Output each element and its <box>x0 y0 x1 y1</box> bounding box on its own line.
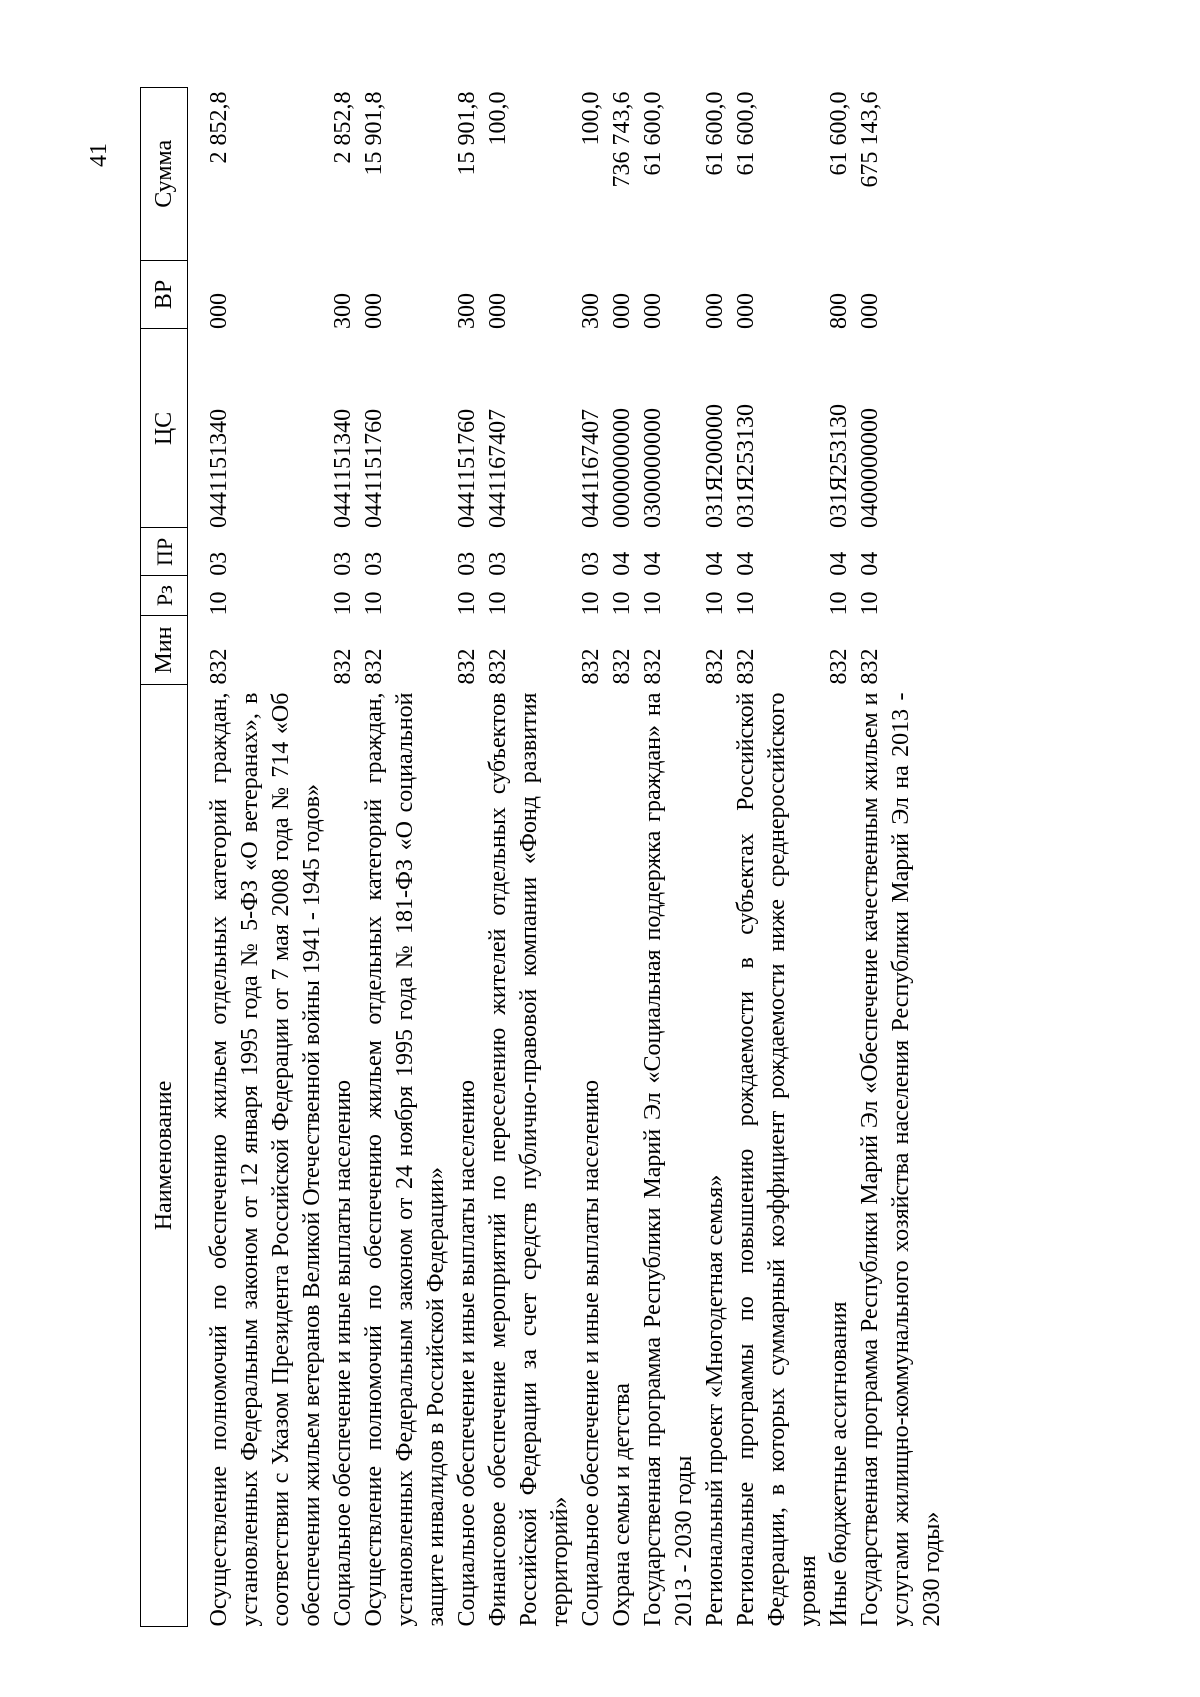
row-vr: 000 <box>702 293 728 329</box>
row-rz: 10 <box>206 591 232 616</box>
row-sum: 675 143,6 <box>857 91 883 188</box>
row-sum: 2 852,8 <box>206 91 232 164</box>
row-sum: 736 743,6 <box>609 91 635 188</box>
table-row <box>855 88 948 1627</box>
row-min: 832 <box>330 648 356 685</box>
table-row <box>607 88 638 1627</box>
row-pr: 04 <box>609 551 635 576</box>
table-row <box>204 88 328 1627</box>
row-rz: 10 <box>454 591 480 616</box>
table-row <box>359 88 452 1627</box>
row-min: 832 <box>454 648 480 685</box>
row-min: 832 <box>485 648 511 685</box>
row-vr: 000 <box>857 293 883 329</box>
header-pr: ПР <box>141 528 188 576</box>
row-cs: 0300000000 <box>640 408 666 528</box>
row-name: Охрана семьи и детства <box>609 1383 635 1627</box>
row-sum: 61 600,0 <box>826 91 852 176</box>
row-cs: 0441167407 <box>485 408 511 528</box>
row-cs: 0441151340 <box>330 408 356 528</box>
row-pr: 04 <box>826 551 852 576</box>
table-row <box>731 88 824 1627</box>
row-pr: 03 <box>361 551 387 576</box>
row-cs: 0000000000 <box>609 408 635 528</box>
row-name: Осуществление полномочий по обеспечению жильем отдельных категорий граждан, установленных Федеральным законом от 24 ноября 1995 года № 181-ФЗ «О социальной защите инвалидов в Российской Федерации» <box>361 692 449 1627</box>
row-min: 832 <box>702 648 728 685</box>
row-min: 832 <box>609 648 635 685</box>
row-pr: 03 <box>330 551 356 576</box>
row-name: Финансовое обеспечение мероприятий по переселению жителей отдельных субъектов Российской Федерации за счет средств публично-правовой компании «Фонд развития территорий» <box>485 692 573 1627</box>
table-header-row <box>141 88 188 1627</box>
row-pr: 03 <box>485 551 511 576</box>
row-sum: 61 600,0 <box>733 91 759 176</box>
header-name: Наименование <box>141 685 188 1627</box>
row-vr: 300 <box>454 293 480 329</box>
table-row <box>638 88 700 1627</box>
row-name: Осуществление полномочий по обеспечению жильем отдельных категорий граждан, установленных Федеральным законом от 12 января 1995 года № 5-ФЗ «О ветеранах», в соответствии с Указом Президента Российской Федерации от 7 мая 2008 года № 714 «Об обеспечении жильем ветеранов Великой Отечественной войны 1941 - 1945 годов» <box>206 692 325 1627</box>
row-cs: 0441167407 <box>578 408 604 528</box>
row-pr: 04 <box>857 551 883 576</box>
row-min: 832 <box>640 648 666 685</box>
row-vr: 000 <box>485 293 511 329</box>
row-vr: 000 <box>733 293 759 329</box>
row-pr: 04 <box>733 551 759 576</box>
table-row <box>576 88 607 1627</box>
row-rz: 10 <box>330 591 356 616</box>
row-sum: 2 852,8 <box>330 91 356 164</box>
row-rz: 10 <box>485 591 511 616</box>
row-pr: 03 <box>454 551 480 576</box>
row-name: Региональные программы по повышению рождаемости в субъектах Российской Федерации, в которых суммарный коэффициент рождаемости ниже среднероссийского уровня <box>733 692 821 1627</box>
row-name: Государственная программа Республики Марий Эл «Социальная поддержка граждан» на 2013 - 2030 годы <box>640 692 697 1627</box>
row-min: 832 <box>857 648 883 685</box>
row-name: Государственная программа Республики Марий Эл «Обеспечение качественным жильем и услугами жилищно-коммунального хозяйства населения Республики Марий Эл на 2013 - 2030 годы» <box>857 692 945 1627</box>
row-rz: 10 <box>578 591 604 616</box>
row-vr: 000 <box>640 293 666 329</box>
header-cs: ЦС <box>141 329 188 528</box>
row-sum: 100,0 <box>578 91 604 146</box>
table-row <box>700 88 731 1627</box>
row-sum: 15 901,8 <box>454 91 480 176</box>
row-min: 832 <box>733 648 759 685</box>
row-sum: 100,0 <box>485 91 511 146</box>
header-min: Мин <box>141 616 188 685</box>
row-min: 832 <box>206 648 232 685</box>
header-sum: Сумма <box>141 88 188 261</box>
row-rz: 10 <box>609 591 635 616</box>
table-spacer <box>188 88 205 1627</box>
table-row <box>483 88 576 1627</box>
row-vr: 300 <box>578 293 604 329</box>
row-vr: 800 <box>826 293 852 329</box>
row-min: 832 <box>826 648 852 685</box>
row-vr: 300 <box>330 293 356 329</box>
row-rz: 10 <box>702 591 728 616</box>
row-min: 832 <box>578 648 604 685</box>
row-sum: 15 901,8 <box>361 91 387 176</box>
row-cs: 031Я200000 <box>702 403 728 528</box>
row-pr: 03 <box>578 551 604 576</box>
row-pr: 04 <box>640 551 666 576</box>
page-number: 41 <box>86 143 112 167</box>
row-name: Социальное обеспечение и иные выплаты населению <box>578 1079 604 1627</box>
row-cs: 0441151340 <box>206 408 232 528</box>
row-min: 832 <box>361 648 387 685</box>
row-cs: 031Я253130 <box>733 403 759 528</box>
row-vr: 000 <box>206 293 232 329</box>
row-rz: 10 <box>826 591 852 616</box>
row-sum: 61 600,0 <box>640 91 666 176</box>
table-row <box>328 88 359 1627</box>
row-pr: 04 <box>702 551 728 576</box>
header-rz: Рз <box>141 576 188 616</box>
row-name: Иные бюджетные ассигнования <box>826 1301 852 1627</box>
row-cs: 0400000000 <box>857 408 883 528</box>
row-name: Социальное обеспечение и иные выплаты населению <box>330 1079 356 1627</box>
table-row <box>452 88 483 1627</box>
budget-table <box>140 87 948 1627</box>
row-rz: 10 <box>640 591 666 616</box>
row-sum: 61 600,0 <box>702 91 728 176</box>
row-rz: 10 <box>733 591 759 616</box>
row-vr: 000 <box>609 293 635 329</box>
row-name: Социальное обеспечение и иные выплаты населению <box>454 1079 480 1627</box>
row-vr: 000 <box>361 293 387 329</box>
row-pr: 03 <box>206 551 232 576</box>
header-vr: ВР <box>141 260 188 329</box>
row-cs: 0441151760 <box>454 408 480 528</box>
row-cs: 0441151760 <box>361 408 387 528</box>
row-cs: 031Я253130 <box>826 403 852 528</box>
table-row <box>824 88 855 1627</box>
row-rz: 10 <box>361 591 387 616</box>
row-name: Региональный проект «Многодетная семья» <box>702 1174 728 1627</box>
row-rz: 10 <box>857 591 883 616</box>
